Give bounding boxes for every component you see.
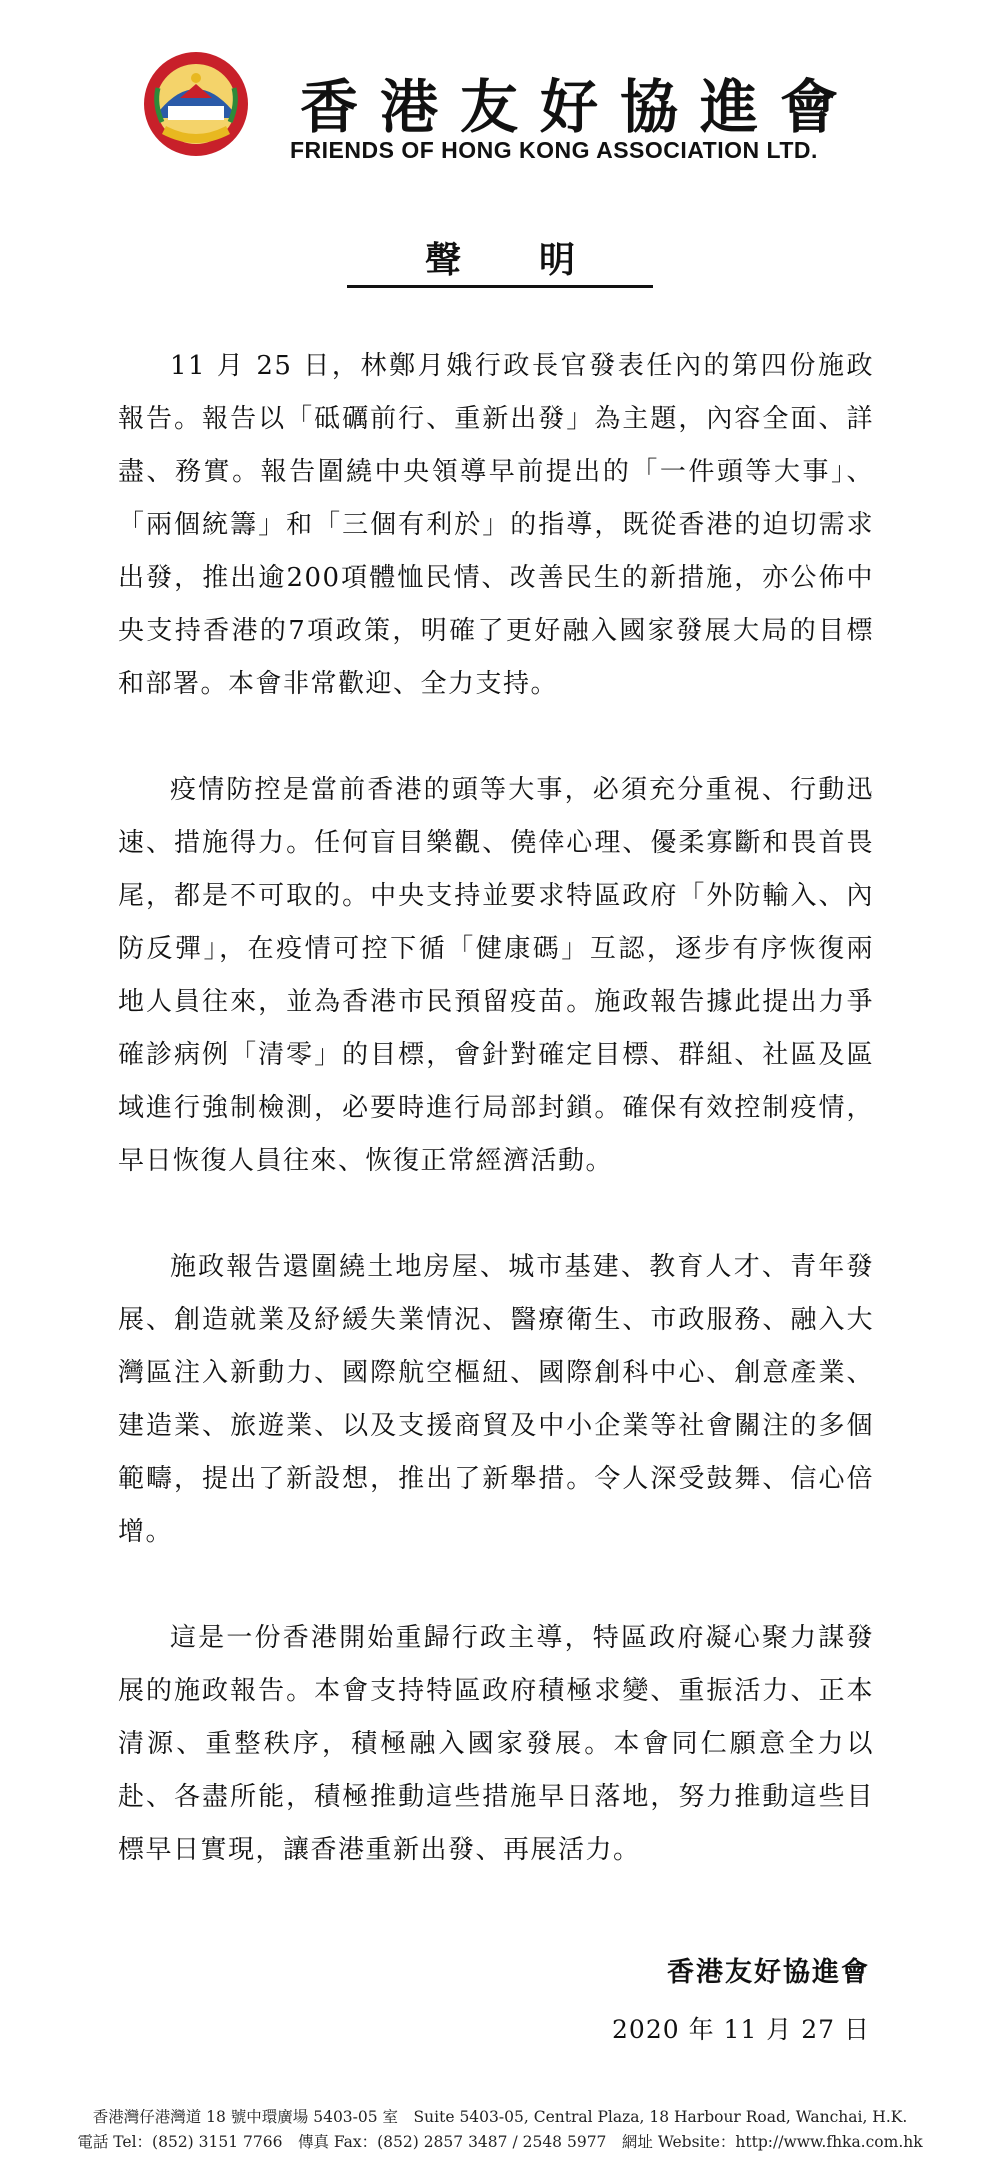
statement-date: 2020 年 11 月 27 日 <box>612 2015 870 2044</box>
org-name-english: FRIENDS OF HONG KONG ASSOCIATION LTD. <box>290 137 818 163</box>
document-title-text: 聲明 <box>347 239 653 288</box>
letterhead <box>0 40 1000 170</box>
signatory: 香港友好協進會 <box>667 1957 870 1988</box>
paragraph: 疫情防控是當前香港的頭等大事，必須充分重視、行動迅速、措施得力。任何盲目樂觀、僥倖心理、優柔寡斷和畏首畏尾，都是不可取的。中央支持並要求特區政府「外防輸入、內防反彈」，在疫情可控下循「健康碼」互認，逐步有序恢復兩地人員往來，並為香港市民預留疫苗。施政報告據此提出力爭確診病例「清零」的目標，會針對確定目標、群組、社區及區域進行強制檢測，必要時進行局部封鎖。確保有效控制疫情，早日恢復人員往來、恢復正常經濟活動。 <box>118 775 874 1176</box>
paragraph: 這是一份香港開始重歸行政主導，特區政府凝心聚力謀發展的施政報告。本會支持特區政府積極求變、重振活力、正本清源、重整秩序，積極融入國家發展。本會同仁願意全力以赴、各盡所能，積極推動這些措施早日落地，努力推動這些目標早日實現，讓香港重新出發、再展活力。 <box>118 1623 874 1865</box>
statement-body <box>118 340 874 1930</box>
footer-address: 香港灣仔港灣道 18 號中環廣場 5403-05 室 Suite 5403-05, Central Plaza, 18 Harbour Road, Wanchai, H.K. <box>92 2108 908 2126</box>
document-title <box>0 232 1000 283</box>
footer <box>0 2105 1000 2155</box>
footer-contact: 電話 Tel：(852) 3151 7766 傳真 Fax：(852) 2857 3487 / 2548 5977 網址 Website：http://www.fhka.com.hk <box>77 2133 923 2151</box>
paragraph: 施政報告還圍繞土地房屋、城市基建、教育人才、青年發展、創造就業及紓緩失業情況、醫療衛生、市政服務、融入大灣區注入新動力、國際航空樞紐、國際創科中心、創意產業、建造業、旅遊業、以及支援商貿及中小企業等社會關注的多個範疇，提出了新設想，推出了新舉措。令人深受鼓舞、信心倍增。 <box>118 1252 874 1547</box>
paragraph: 11 月 25 日，林鄭月娥行政長官發表任內的第四份施政報告。報告以「砥礪前行、重新出發」為主題，內容全面、詳盡、務實。報告圍繞中央領導早前提出的「一件頭等大事」、「兩個統籌」和「三個有利於」的指導，既從香港的迫切需求出發，推出逾200項體恤民情、改善民生的新措施，亦公佈中央支持香港的7項政策，明確了更好融入國家發展大局的目標和部署。本會非常歡迎、全力支持。 <box>118 351 874 699</box>
association-emblem-icon <box>140 48 252 160</box>
org-name-chinese: 香港友好協進會 <box>300 73 861 141</box>
